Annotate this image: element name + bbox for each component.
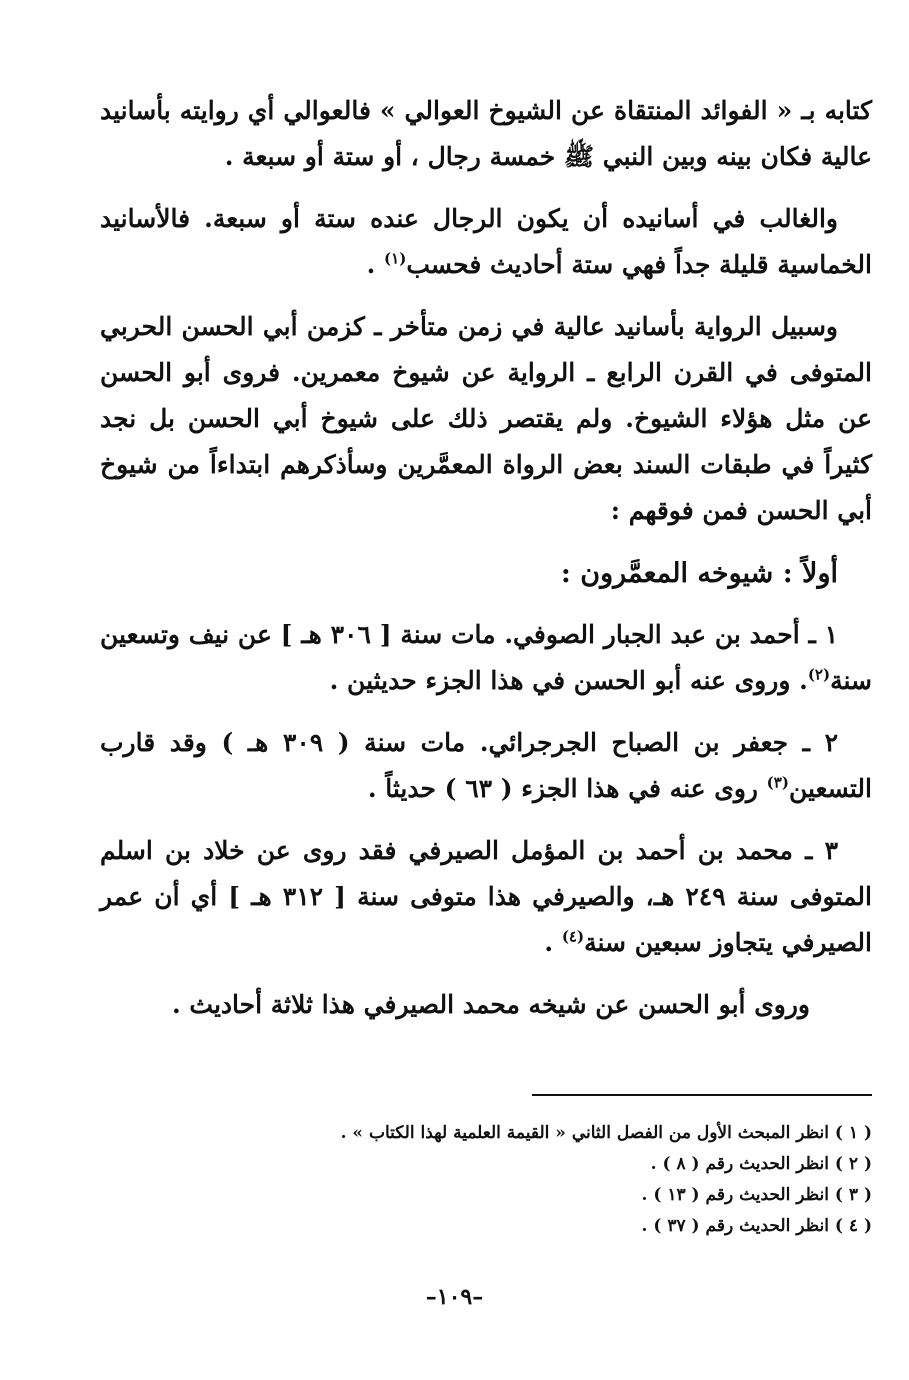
page-number: –١٠٩– <box>425 1284 484 1310</box>
footnote-ref-3[interactable]: (٣) <box>766 773 789 792</box>
footnote-ref-4[interactable]: (٤) <box>561 927 585 946</box>
footnote-ref-1[interactable]: (١) <box>384 249 407 268</box>
footnote-3: ( ٣ ) انظر الحديث رقم ( ١٣ ) . <box>641 1185 872 1205</box>
list-item-1-text: ١ ـ أحمد بن عبد الجبار الصوفي. مات سنة [ ٣٠٦ هـ ] عن نيف وتسعين سنة <box>100 620 872 695</box>
page-body <box>100 88 872 1028</box>
list-item-1 <box>100 612 872 704</box>
paragraph-2-end: . <box>366 250 385 279</box>
section-heading: أولاً : شيوخه المعمَّرون : <box>560 558 838 589</box>
paragraph-1: كتابه بـ « الفوائد المنتقاة عن الشيوخ العوالي » فالعوالي أي روايته بأسانيد عالية فكان بينه وبين النبي ﷺ خمسة رجال ، أو ستة أو سبعة . <box>100 96 872 171</box>
footnote-1: ( ١ ) انظر المبحث الأول من الفصل الثاني « القيمة العلمية لهذا الكتاب » . <box>340 1123 872 1143</box>
closing-paragraph: وروى أبو الحسن عن شيخه محمد الصيرفي هذا ثلاثة أحاديث . <box>172 990 810 1019</box>
footnote-ref-2[interactable]: (٢) <box>807 665 831 684</box>
list-item-1-tail: . وروى عنه أبو الحسن في هذا الجزء حديثين . <box>329 666 808 695</box>
list-item-3-tail: . <box>544 928 562 957</box>
list-item-2-tail: روى عنه في هذا الجزء ( ٦٣ ) حديثاً . <box>367 774 767 803</box>
footnote-2: ( ٢ ) انظر الحديث رقم ( ٨ ) . <box>650 1154 872 1174</box>
list-item-2-text: ٢ ـ جعفر بن الصباح الجرجرائي. مات سنة ( ٣٠٩ هـ ) وقد قارب التسعين <box>100 728 872 803</box>
list-item-2 <box>100 720 872 812</box>
footnotes <box>312 1118 872 1242</box>
footnote-4: ( ٤ ) انظر الحديث رقم ( ٣٧ ) . <box>641 1216 872 1236</box>
paragraph-2-text: والغالب في أسانيده أن يكون الرجال عنده ستة أو سبعة. فالأسانيد الخماسية قليلة جداً فهي ستة أحاديث فحسب <box>100 204 872 279</box>
list-item-3 <box>100 828 872 966</box>
footnote-divider <box>532 1094 872 1096</box>
paragraph-3: وسبيل الرواية بأسانيد عالية في زمن متأخر ـ كزمن أبي الحسن الحربي المتوفى في القرن الرابع ـ الرواية عن شيوخ معمرين. فروى أبو الحسن عن مثل هؤلاء الشيوخ. ولم يقتصر ذلك على شيوخ أبي الحسن بل نجد كثيراً في طبقات السند بعض الرواة المعمَّرين وسأذكرهم ابتداءاً من شيوخ أبي الحسن فمن فوقهم : <box>100 312 872 525</box>
paragraph-2 <box>100 196 872 288</box>
list-item-3-text: ٣ ـ محمد بن أحمد بن المؤمل الصيرفي فقد روى عن خلاد بن اسلم المتوفى سنة ٢٤٩ هـ، والصيرفي هذا متوفى سنة [ ٣١٢ هـ ] أي أن عمر الصيرفي يتجاوز سبعين سنة <box>100 836 872 957</box>
